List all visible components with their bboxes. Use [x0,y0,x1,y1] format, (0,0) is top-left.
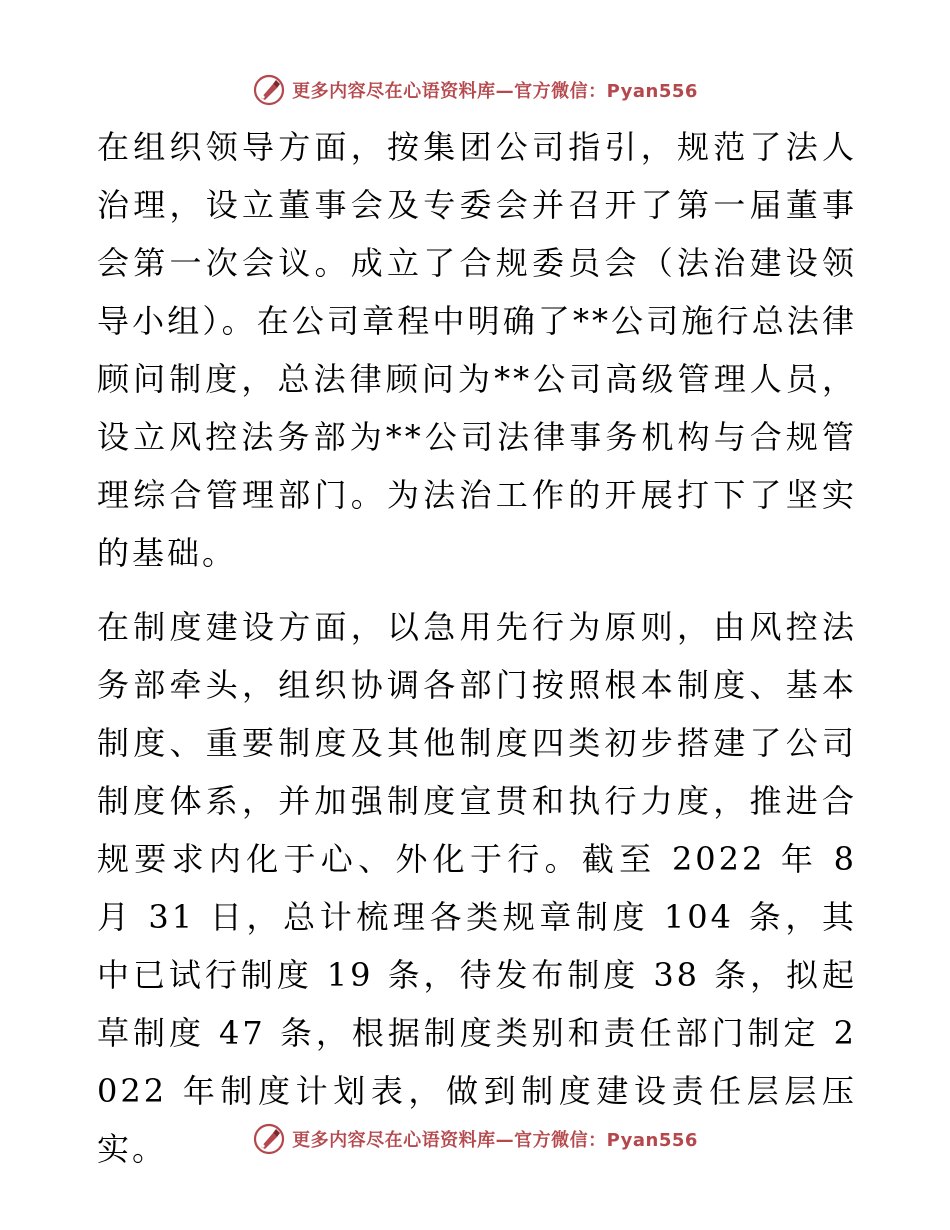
footer-banner-text: 更多内容尽在心语资料库—官方微信：Pyan556 [292,1130,698,1151]
header-banner [0,72,950,108]
footer-banner [0,1121,950,1157]
paragraph-system-construction: 在制度建设方面，以急用先行为原则，由风控法务部牵头，组织协调各部门按照根本制度、基本制度、重要制度及其他制度四类初步搭建了公司制度体系，并加强制度宣贯和执行力度，推进合规要求内化于心、外化于行。截至 2022 年 8 月 31 日，总计梳理各类规章制度 104 条，其中已试行制度 19 条，待发布制度 38 条，拟起草制度 47 条，根据制度类别和责任部门制定 2022 年制度计划表，做到制度建设责任层层压实。 [97,608,857,1168]
document-body [97,118,857,1178]
header-banner-text: 更多内容尽在心语资料库—官方微信：Pyan556 [292,81,698,102]
pen-logo-icon [252,73,286,107]
pen-logo-icon [252,1122,286,1156]
paragraph-organization-leadership: 在组织领导方面，按集团公司指引，规范了法人治理，设立董事会及专委会并召开了第一届董事会第一次会议。成立了合规委员会（法治建设领导小组）。在公司章程中明确了**公司施行总法律顾问制度，总法律顾问为**公司高级管理人员，设立风控法务部为**公司法律事务机构与合规管理综合管理部门。为法治工作的开展打下了坚实的基础。 [97,128,857,572]
